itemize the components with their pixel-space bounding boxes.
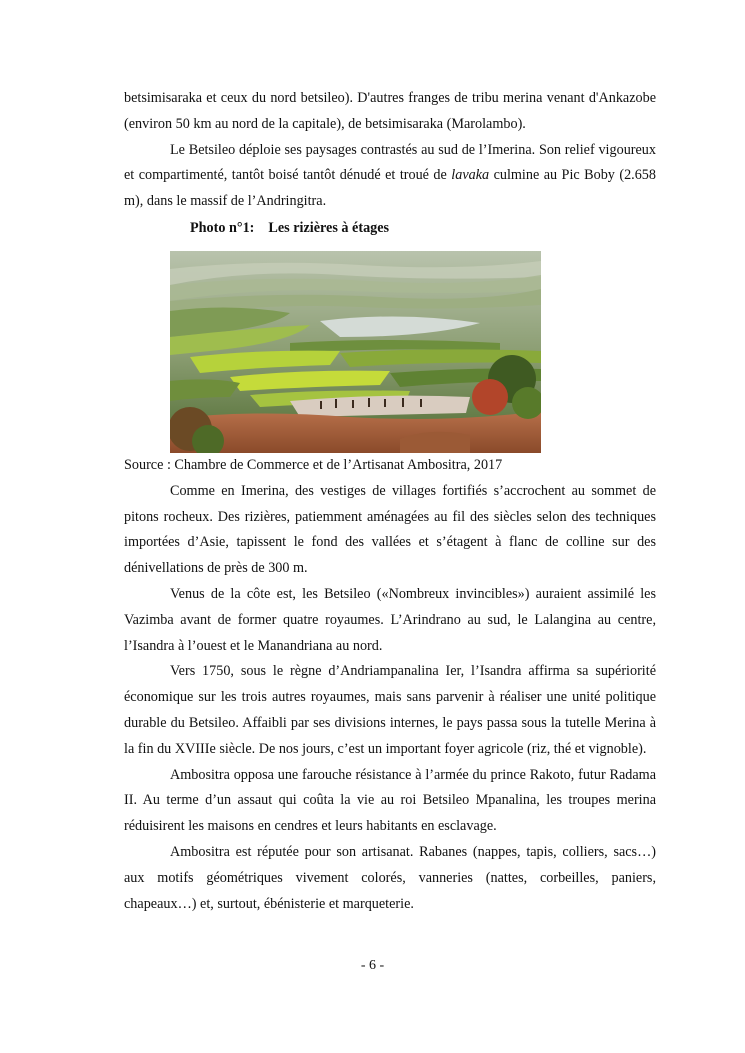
photo-illustration — [170, 251, 541, 453]
figure-title: Les rizières à étages — [268, 219, 390, 236]
paragraph-5: Vers 1750, sous le règne d’Andriampanalina Ier, l’Isandra affirma sa supériorité économique sur les trois autres royaumes, mais sans parvenir à réaliser une unité politique durable du Betsileo. Affaibli par ses divisions internes, le pays passa sous la tutelle Merina à la fin du XVIIIe siècle. De nos jours, c’est un important foyer agricole (riz, thé et vignoble). — [124, 663, 656, 757]
paragraph-4: Venus de la côte est, les Betsileo («Nombreux invincibles») auraient assimilé les Vazimba avant de former quatre royaumes. L’Arindrano au sud, le Lalangina au centre, l’Isandra à l’ouest et le Manandriana au nord. — [124, 585, 656, 654]
paragraph-2-text-a: Le Betsileo déploie ses paysages contrastés au sud de l’Imerina. Son relief vigoureux et compartimenté, tantôt boisé tantôt dénudé et troué de — [124, 141, 656, 184]
paragraph-7: Ambositra est réputée pour son artisanat. Rabanes (nappes, tapis, colliers, sacs…) aux motifs géométriques vivement colorés, vanneries (nattes, corbeilles, paniers, chapeaux…) et, surtout, ébénisterie et marqueterie. — [124, 843, 656, 912]
paragraph-2 — [124, 138, 656, 215]
paragraph-2-text-b: culmine au Pic Boby (2.658 m), dans le massif de l’Andringitra. — [124, 167, 656, 210]
figure-source: Source : Chambre de Commerce et de l’Artisanat Ambositra, 2017 — [124, 456, 503, 473]
figure-caption — [124, 215, 656, 241]
figure-label: Photo n°1: — [190, 219, 255, 236]
paragraph-2-italic-term: lavaka — [451, 167, 490, 184]
page-number: - 6 - — [360, 958, 385, 973]
terraced-rice-fields-photo — [170, 251, 541, 453]
paragraph-3: Comme en Imerina, des vestiges de villages fortifiés s’accrochent au sommet de pitons rocheux. Des rizières, patiemment aménagées au fil des siècles selon des techniques importées d’Asie, tapissent le fond des vallées et s’étagent à flanc de colline sur des dénivellations de près de 300 m. — [124, 482, 656, 577]
page-body — [124, 86, 656, 917]
paragraph-1: betsimisaraka et ceux du nord betsileo). D'autres franges de tribu merina venant d'Ankazobe (environ 50 km au nord de la capitale), de betsimisaraka (Marolambo). — [124, 90, 656, 132]
paragraph-6: Ambositra opposa une farouche résistance à l’armée du prince Rakoto, futur Radama II. Au terme d’un assaut qui coûta la vie au roi Betsileo Mpanalina, les troupes merina réduisirent les maisons en cendres et leurs habitants en esclavage. — [124, 766, 656, 835]
